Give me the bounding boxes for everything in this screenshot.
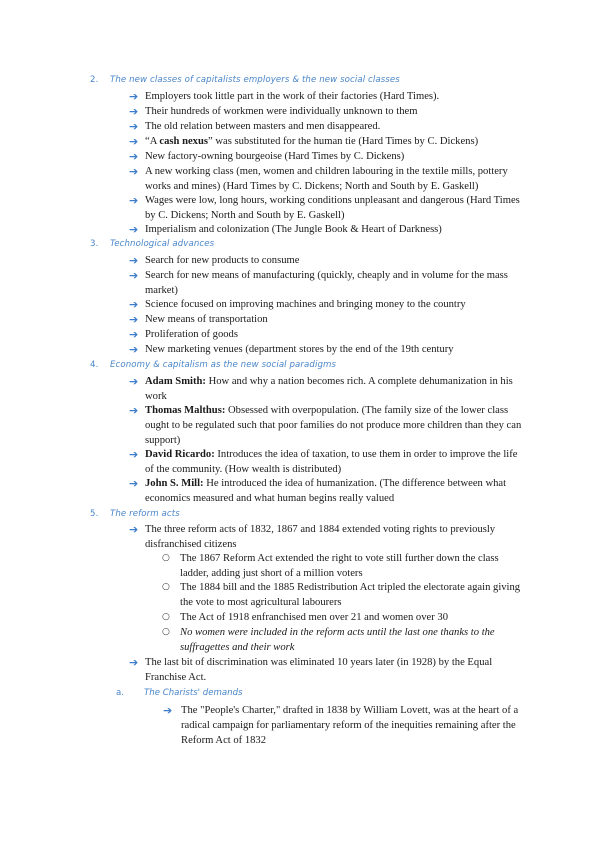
circle-bullet-icon: ○	[162, 627, 170, 637]
arrow-bullet-icon: ➔	[129, 375, 139, 388]
arrow-bullet-icon: ➔	[129, 404, 139, 417]
sub-list-item: ○ No women were included in the reform acts until the last one thanks to the suffragettes and their work	[162, 627, 495, 653]
list-item: ➔ New marketing venues (department stores by the end of the 19th century	[129, 343, 454, 356]
arrow-bullet-icon: ➔	[129, 105, 139, 118]
arrow-bullet-icon: ➔	[129, 135, 139, 148]
section-heading-4	[90, 359, 530, 372]
list-item: ➔ Science focused on improving machines and bringing money to the country	[129, 298, 466, 311]
circle-bullet-icon: ○	[162, 553, 170, 563]
section-number: 4.	[90, 360, 99, 370]
section-number: 5.	[90, 509, 99, 519]
list-item: ➔ Proliferation of goods	[129, 328, 238, 341]
arrow-bullet-icon: ➔	[129, 523, 139, 536]
arrow-bullet-icon: ➔	[129, 343, 139, 356]
circle-bullet-icon: ○	[162, 582, 170, 592]
arrow-bullet-icon: ➔	[129, 120, 139, 133]
list-item: ➔ Search for new means of manufacturing (quickly, cheaply and in volume for the mass market)	[129, 269, 508, 296]
list-item: ➔ John S. Mill: He introduced the idea of humanization. (The difference between what economics measured and what human begins really valued	[129, 477, 507, 504]
arrow-bullet-icon: ➔	[129, 150, 139, 163]
list-item: ➔ Wages were low, long hours, working conditions unpleasant and dangerous (Hard Times by C. Dickens; North and South by E. Gaskell)	[129, 194, 520, 221]
section-title: Technological advances	[110, 239, 215, 249]
list-item: ➔ David Ricardo: Introduces the idea of taxation, to use them in order to improve the life of the community. (How wealth is distributed)	[129, 448, 518, 475]
sub-list-item: ○ The 1884 bill and the 1885 Redistribution Act tripled the electorate again giving the vote to most agricultural labourers	[162, 582, 521, 608]
arrow-bullet-icon: ➔	[129, 223, 139, 236]
arrow-bullet-icon: ➔	[163, 704, 173, 717]
sub-list-item: ○ The 1867 Reform Act extended the right to vote still further down the class ladder, adding just short of a million voters	[162, 553, 499, 579]
arrow-bullet-icon: ➔	[129, 313, 139, 326]
list-item: ➔ Their hundreds of workmen were individually unknown to them	[129, 105, 418, 118]
section-heading-2	[90, 74, 530, 87]
list-item: ➔ New factory-owning bourgeoise (Hard Times by C. Dickens)	[129, 150, 405, 163]
section-heading-3	[90, 238, 530, 251]
list-item: ➔ Employers took little part in the work of their factories (Hard Times).	[129, 90, 440, 103]
list-item: ➔ The "People's Charter," drafted in 1838 by William Lovett, was at the heart of a radical campaign for parliamentary reform of the inequities remaining after the Reform Act of 1832	[163, 704, 519, 746]
list-item: ➔ “A cash nexus” was substituted for the human tie (Hard Times by C. Dickens)	[129, 135, 479, 148]
list-item: ➔ Imperialism and colonization (The Jungle Book & Heart of Darkness)	[129, 223, 442, 236]
list-item: ➔ Thomas Malthus: Obsessed with overpopulation. (The family size of the lower class ought to be regulated such that poor families do not produce more children than they can support)	[129, 404, 522, 446]
section-heading-5	[90, 508, 530, 521]
section-number: 3.	[90, 239, 99, 249]
arrow-bullet-icon: ➔	[129, 328, 139, 341]
subsection-heading: a. The Charists' demands	[116, 688, 243, 698]
list-item: ➔ Adam Smith: How and why a nation becomes rich. A complete dehumanization in his work	[129, 375, 513, 402]
arrow-bullet-icon: ➔	[129, 194, 139, 207]
section-title: The reform acts	[110, 509, 180, 519]
arrow-bullet-icon: ➔	[129, 269, 139, 282]
list-item: ➔ New means of transportation	[129, 313, 268, 326]
arrow-bullet-icon: ➔	[129, 477, 139, 490]
arrow-bullet-icon: ➔	[129, 165, 139, 178]
section-title: Economy & capitalism as the new social paradigms	[110, 360, 337, 370]
arrow-bullet-icon: ➔	[129, 254, 139, 267]
arrow-bullet-icon: ➔	[129, 90, 139, 103]
arrow-bullet-icon: ➔	[129, 448, 139, 461]
arrow-bullet-icon: ➔	[129, 656, 139, 669]
list-item: ➔ A new working class (men, women and children labouring in the textile mills, pottery works and mines) (Hard Times by C. Dickens; North and South by E. Gaskell)	[129, 165, 508, 192]
list-item: ➔ The last bit of discrimination was eliminated 10 years later (in 1928) by the Equal Franchise Act.	[129, 656, 493, 683]
list-item: ➔ Search for new products to consume	[129, 254, 300, 267]
arrow-bullet-icon: ➔	[129, 298, 139, 311]
circle-bullet-icon: ○	[162, 612, 170, 622]
section-number: 2.	[90, 75, 99, 85]
list-item: ➔ The old relation between masters and men disappeared.	[129, 120, 381, 133]
section-title: The new classes of capitalists employers & the new social classes	[110, 75, 400, 85]
sub-list-item: ○ The Act of 1918 enfranchised men over 21 and women over 30	[162, 612, 448, 623]
list-item: ➔ The three reform acts of 1832, 1867 and 1884 extended voting rights to previously disfranchised citizens	[129, 523, 496, 550]
